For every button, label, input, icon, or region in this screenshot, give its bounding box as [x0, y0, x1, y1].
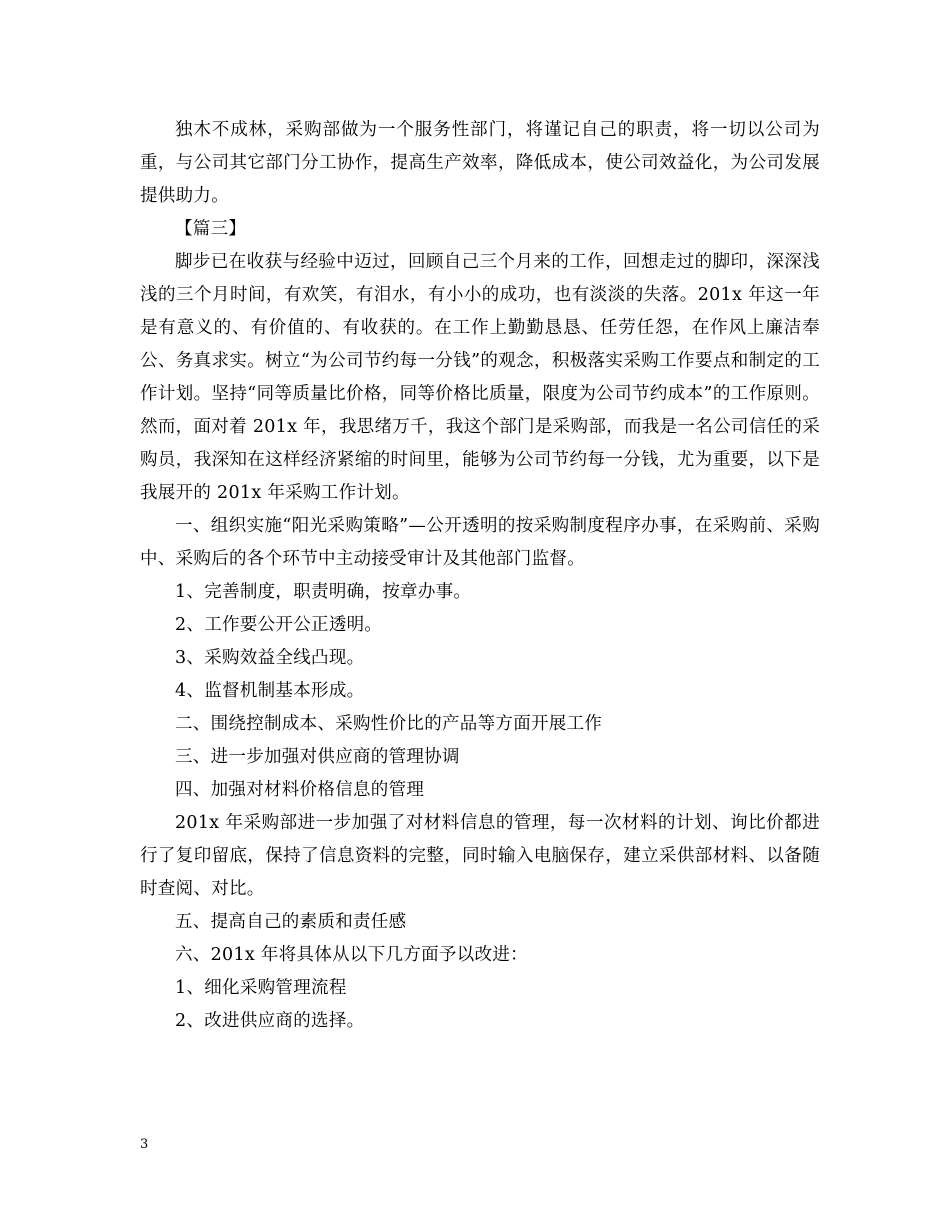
paragraph: 四、加强对材料价格信息的管理: [175, 780, 425, 800]
list-item: 2、改进供应商的选择。: [175, 1011, 365, 1031]
document-body: [140, 114, 820, 1038]
paragraph: 二、围绕控制成本、采购性价比的产品等方面开展工作: [175, 714, 603, 734]
list-item: 4、监督机制基本形成。: [175, 681, 365, 701]
section-heading: 【篇三】: [175, 219, 247, 239]
page-number: 3: [140, 1137, 149, 1152]
paragraph: 201x 年采购部进一步加强了对材料信息的管理，每一次材料的计划、询比价都进行了复印留底，保持了信息资料的完整，同时输入电脑保存，建立采供部材料、以备随时查阅、对比。: [140, 813, 820, 899]
list-item: 1、细化采购管理流程: [175, 978, 347, 998]
paragraph: 六、201x 年将具体从以下几方面予以改进：: [175, 945, 528, 965]
paragraph: 独木不成林，采购部做为一个服务性部门，将谨记自己的职责，将一切以公司为重，与公司其它部门分工协作，提高生产效率，降低成本，使公司效益化，为公司发展提供助力。: [140, 120, 820, 206]
paragraph: 三、进一步加强对供应商的管理协调: [175, 747, 460, 767]
paragraph: 脚步已在收获与经验中迈过，回顾自己三个月来的工作，回想走过的脚印，深深浅浅的三个月时间，有欢笑，有泪水，有小小的成功，也有淡淡的失落。201x 年这一年是有意义的、有价值的、有收获的。在工作上勤勤恳恳、任劳任怨，在作风上廉洁奉公、务真求实。树立“为公司节约每一分钱”的观念，积极落实采购工作要点和制定的工作计划。坚持“同等质量比价格，同等价格比质量，限度为公司节约成本”的工作原则。然而，面对着 201x 年，我思绪万千，我这个部门是采购部，而我是一名公司信任的采购员，我深知在这样经济紧缩的时间里，能够为公司节约每一分钱，尤为重要，以下是我展开的 201x 年采购工作计划。: [140, 252, 820, 503]
list-item: 1、完善制度，职责明确，按章办事。: [175, 582, 472, 602]
paragraph: 一、组织实施“阳光采购策略”—公开透明的按采购制度程序办事，在采购前、采购中、采购后的各个环节中主动接受审计及其他部门监督。: [140, 516, 820, 569]
list-item: 3、采购效益全线凸现。: [175, 648, 365, 668]
paragraph: 五、提高自己的素质和责任感: [175, 912, 407, 932]
list-item: 2、工作要公开公正透明。: [175, 615, 383, 635]
